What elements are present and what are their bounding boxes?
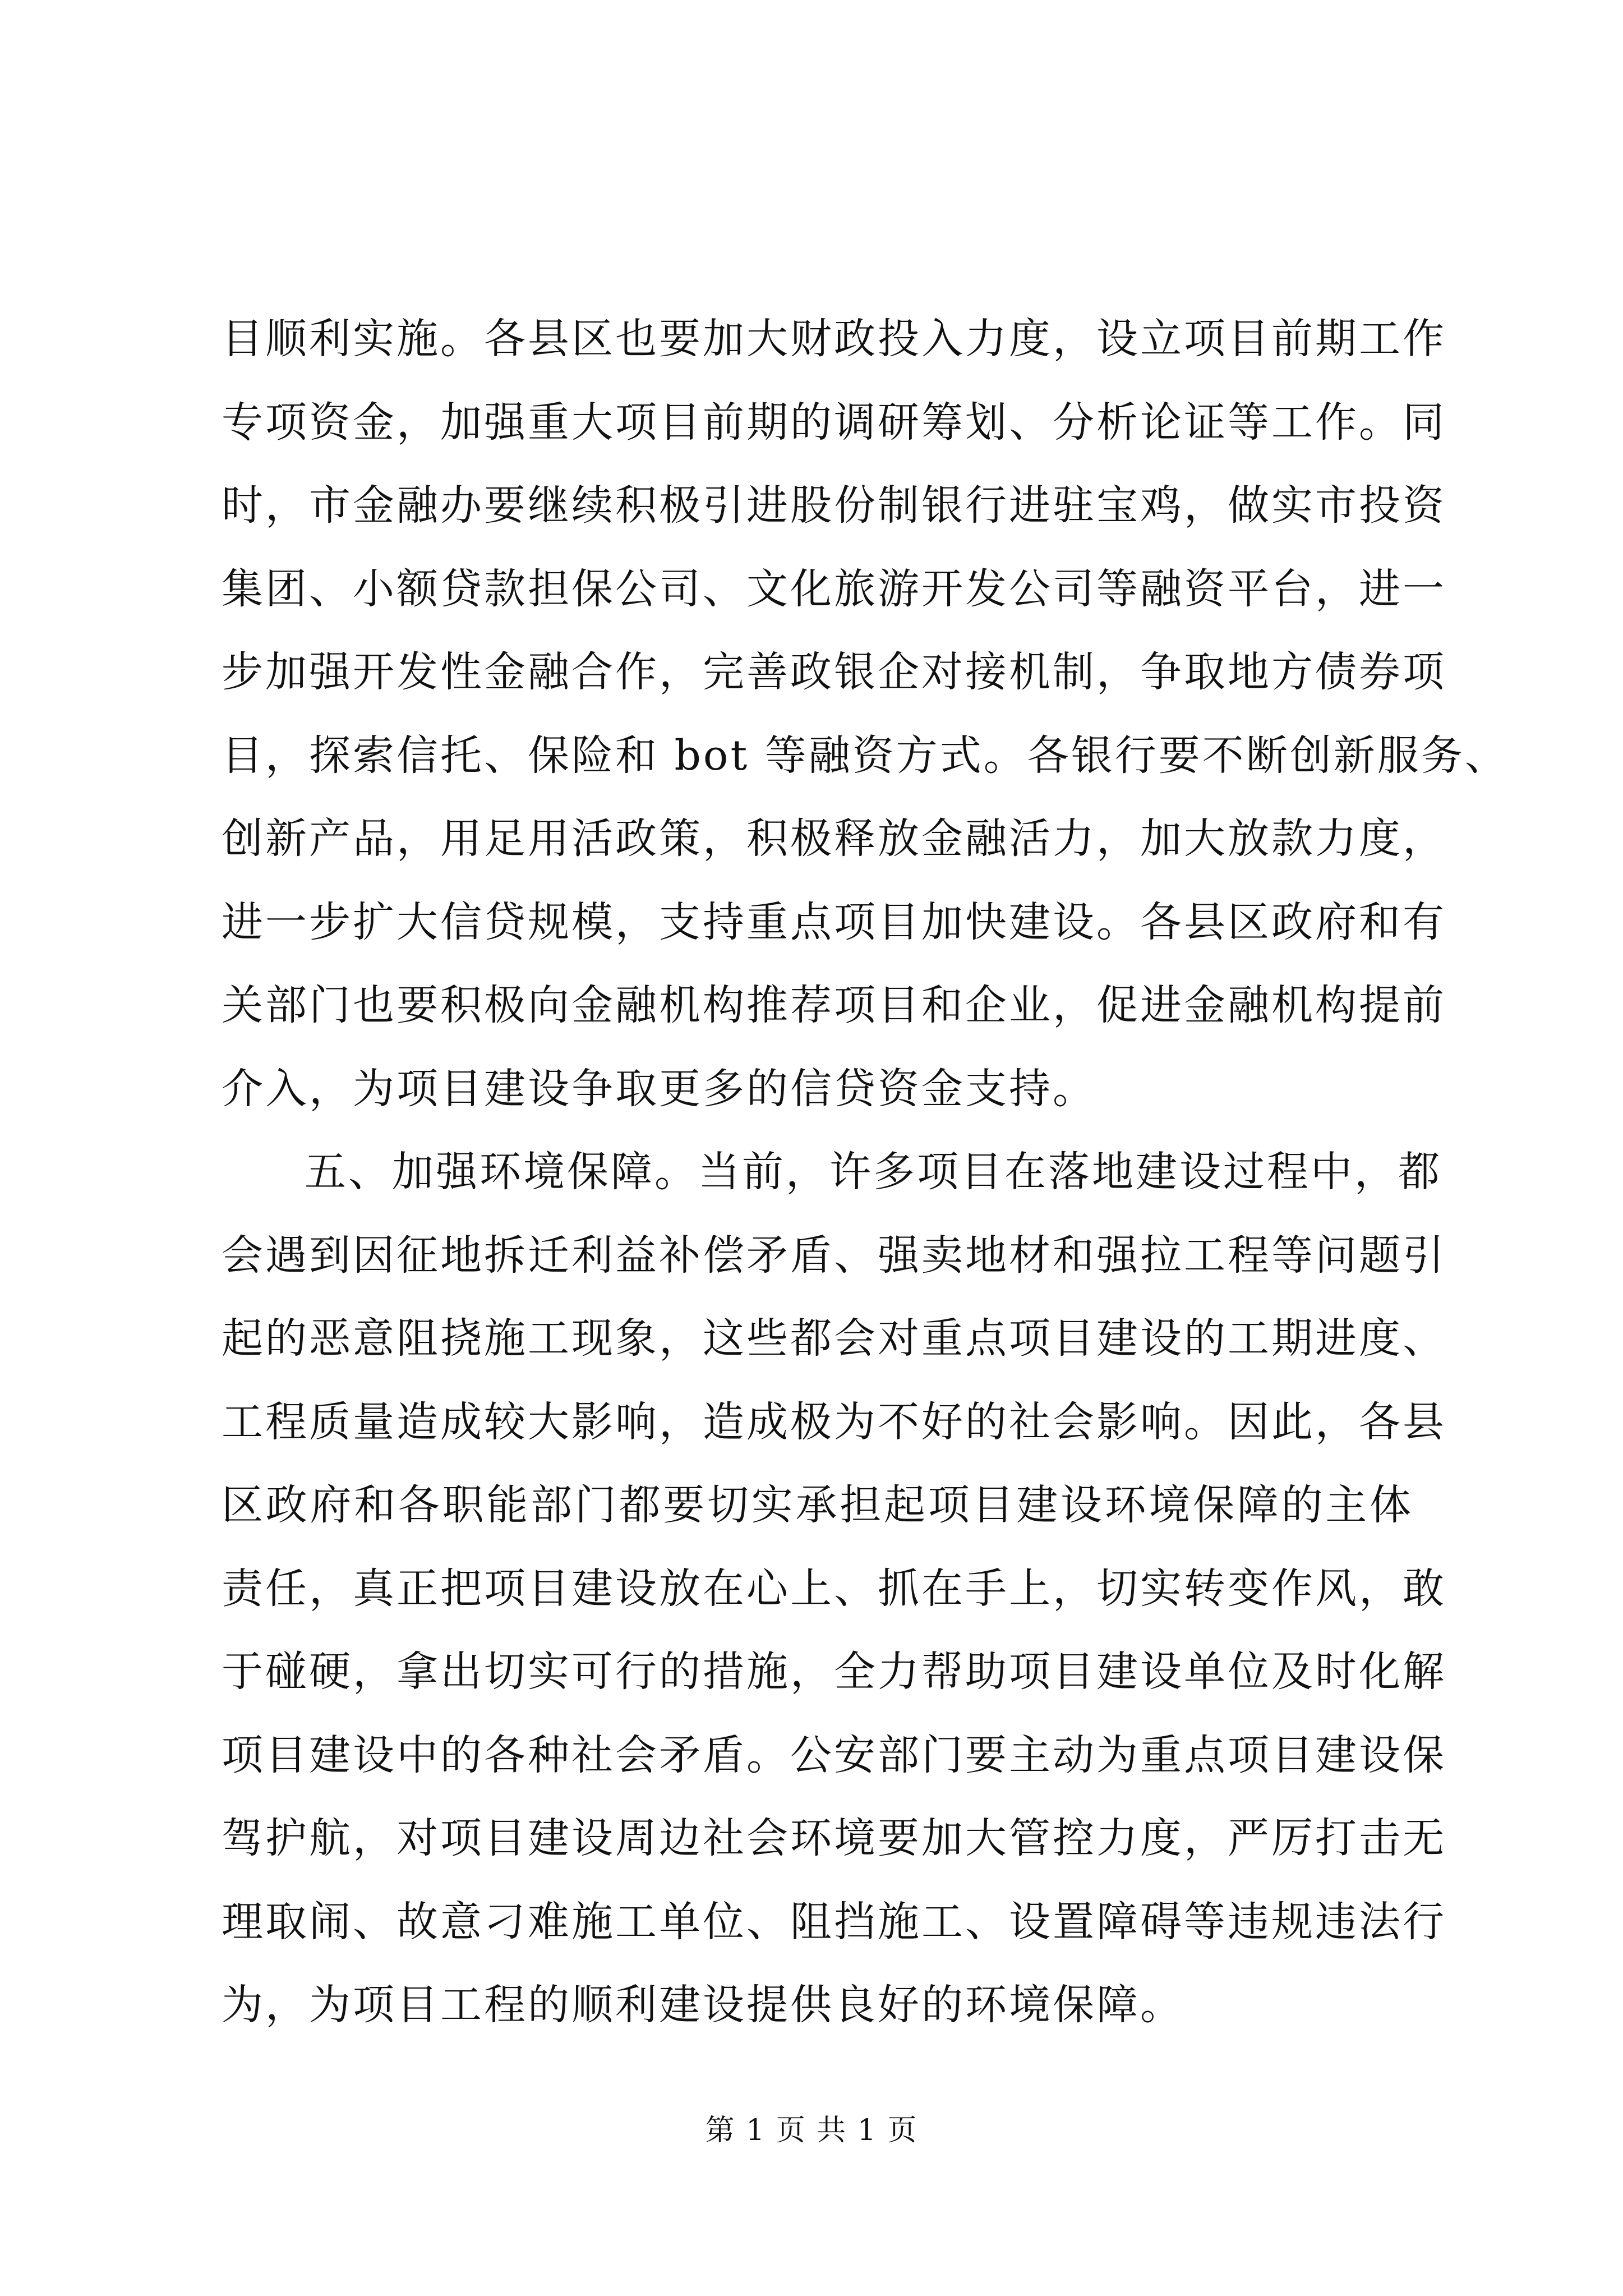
text-line: 工程质量造成较大影响，造成极为不好的社会影响。因此，各县 — [222, 1397, 1446, 1446]
text-line: 理取闹、故意刁难施工单位、阻挡施工、设置障碍等违规违法行 — [222, 1897, 1446, 1946]
page-footer: 第 1 页 共 1 页 — [705, 2114, 918, 2147]
text-line: 区政府和各职能部门都要切实承担起项目建设环境保障的主体 — [222, 1481, 1413, 1529]
text-line: 集团、小额贷款担保公司、文化旅游开发公司等融资平台，进一 — [222, 564, 1446, 613]
text-line: 进一步扩大信贷规模，支持重点项目加快建设。各县区政府和有 — [222, 898, 1446, 946]
text-line: 创新产品，用足用活政策，积极释放金融活力，加大放款力度， — [222, 815, 1446, 863]
text-line: 时，市金融办要继续积极引进股份制银行进驻宝鸡，做实市投资 — [222, 481, 1446, 530]
text-line: 驾护航，对项目建设周边社会环境要加大管控力度，严厉打击无 — [222, 1814, 1446, 1862]
text-line: 起的恶意阻挠施工现象，这些都会对重点项目建设的工期进度、 — [222, 1314, 1446, 1363]
text-line: 目，探索信托、保险和 bot 等融资方式。各银行要不断创新服务、 — [222, 731, 1509, 780]
text-line: 于碰硬，拿出切实可行的措施，全力帮助项目建设单位及时化解 — [222, 1648, 1446, 1696]
text-line: 项目建设中的各种社会矛盾。公安部门要主动为重点项目建设保 — [222, 1731, 1446, 1779]
text-line: 责任，真正把项目建设放在心上、抓在手上，切实转变作风，敢 — [222, 1564, 1446, 1613]
text-line: 会遇到因征地拆迁利益补偿矛盾、强卖地材和强拉工程等问题引 — [222, 1231, 1446, 1280]
text-line: 步加强开发性金融合作，完善政银企对接机制，争取地方债券项 — [222, 648, 1446, 696]
text-line: 专项资金，加强重大项目前期的调研筹划、分析论证等工作。同 — [222, 398, 1446, 447]
text-line: 介入，为项目建设争取更多的信贷资金支持。 — [222, 1064, 1096, 1113]
body-text — [222, 297, 1509, 2047]
text-line: 目顺利实施。各县区也要加大财政投入力度，设立项目前期工作 — [222, 315, 1446, 363]
text-line: 五、加强环境保障。当前，许多项目在落地建设过程中，都 — [305, 1148, 1442, 1196]
text-line: 关部门也要积极向金融机构推荐项目和企业，促进金融机构提前 — [222, 981, 1446, 1029]
text-line: 为，为项目工程的顺利建设提供良好的环境保障。 — [222, 1981, 1184, 2029]
